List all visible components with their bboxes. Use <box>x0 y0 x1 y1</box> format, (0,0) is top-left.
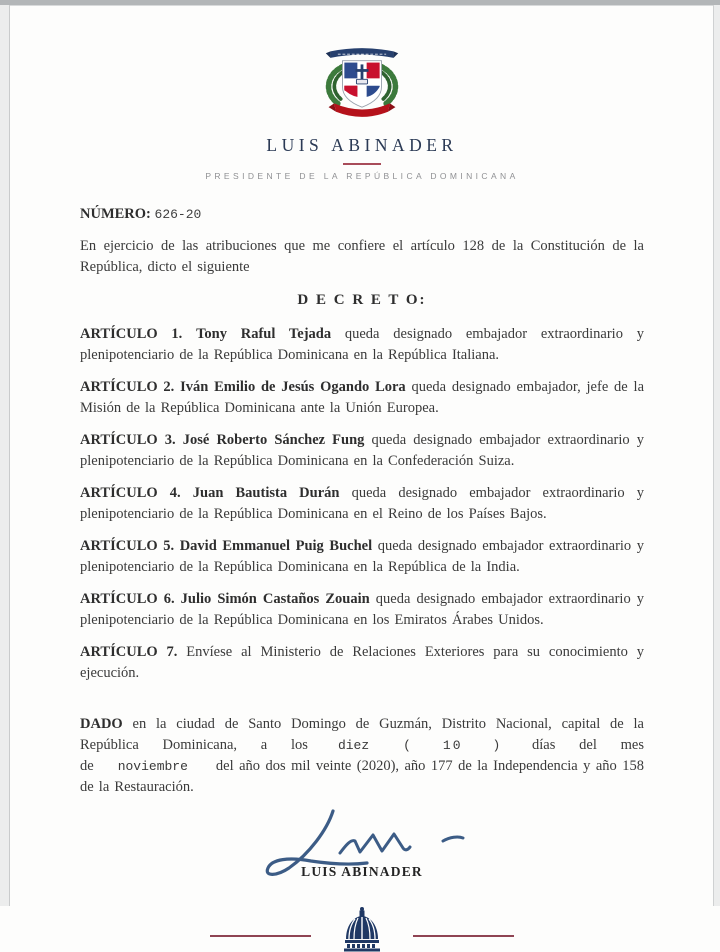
dado-label: DADO <box>80 716 123 732</box>
article-5 <box>80 536 644 578</box>
dado-text3: del año dos mil veinte (2020), año 177 de la Independencia y año 158 de la Restauración. <box>80 758 644 795</box>
article-7-text: Envíese al Ministerio de Relaciones Exteriores para su conocimiento y ejecución. <box>80 644 644 681</box>
dado-month: noviembre <box>117 759 188 774</box>
decree-number-label: NÚMERO: <box>80 206 151 222</box>
dado-text2: días del mes de <box>80 737 644 774</box>
article-4-name: Juan Bautista Durán <box>192 485 340 501</box>
article-4-label: ARTÍCULO 4. <box>80 485 181 501</box>
article-7-label: ARTÍCULO 7. <box>80 644 178 660</box>
signature-block <box>232 806 492 880</box>
article-3-name: José Roberto Sánchez Fung <box>182 432 365 448</box>
article-5-label: ARTÍCULO 5. <box>80 538 175 554</box>
decree-page <box>10 6 713 906</box>
decree-number-value: 626-20 <box>154 207 202 222</box>
decree-number-line <box>80 206 644 223</box>
national-palace-dome-icon <box>341 906 383 952</box>
photo-edge-left <box>0 5 10 906</box>
article-6 <box>80 589 644 631</box>
article-7 <box>80 642 644 684</box>
dado-day-word: diez <box>337 738 370 753</box>
dado-day-number: ( 10 ) <box>403 738 503 753</box>
article-6-label: ARTÍCULO 6. <box>80 591 175 607</box>
article-2-text: queda designado embajador, jefe de la Misión de la República Dominicana ante la Unión Europea. <box>80 379 644 416</box>
article-1-name: Tony Raful Tejada <box>196 326 332 342</box>
photo-edge-top <box>0 0 720 6</box>
article-1 <box>80 324 644 366</box>
photo-edge-right <box>713 5 720 906</box>
dominican-coat-of-arms-icon <box>310 44 414 122</box>
letterhead <box>80 44 644 181</box>
article-4-text: queda designado embajador extraordinario y plenipotenciario de la República Dominicana en el Reino de los Países Bajos. <box>80 485 645 522</box>
article-6-name: Julio Simón Castaños Zouain <box>180 591 370 607</box>
article-3-text: queda designado embajador extraordinario y plenipotenciario de la República Dominicana en la Confederación Suiza. <box>80 432 645 469</box>
dado-paragraph <box>80 714 644 798</box>
article-2-label: ARTÍCULO 2. <box>80 379 175 395</box>
decree-heading: D E C R E T O: <box>297 292 427 308</box>
article-3-label: ARTÍCULO 3. <box>80 432 176 448</box>
footer-line-right <box>413 935 514 937</box>
article-1-label: ARTÍCULO 1. <box>80 326 183 342</box>
article-6-text: queda designado embajador extraordinario y plenipotenciario de la República Dominicana en los Emiratos Árabes Unidos. <box>80 591 645 628</box>
president-title: PRESIDENTE DE LA REPÚBLICA DOMINICANA <box>205 171 519 181</box>
article-2 <box>80 377 644 419</box>
president-name: LUIS ABINADER <box>266 135 458 155</box>
header-divider <box>343 163 381 165</box>
footer-line-left <box>210 935 311 937</box>
article-3 <box>80 430 644 472</box>
intro-paragraph: En ejercicio de las atribuciones que me confiere el artículo 128 de la Constitución de la República, dicto el siguiente <box>80 238 644 275</box>
article-2-name: Iván Emilio de Jesús Ogando Lora <box>180 379 406 395</box>
article-1-text: queda designado embajador extraordinario y plenipotenciario de la República Dominicana en la República Italiana. <box>80 326 644 363</box>
dado-text1: en la ciudad de Santo Domingo de Guzmán, Distrito Nacional, capital de la República Dominicana, a los <box>80 716 644 753</box>
article-5-name: David Emmanuel Puig Buchel <box>179 538 373 554</box>
article-5-text: queda designado embajador extraordinario y plenipotenciario de la República Dominicana en la República de la India. <box>80 538 645 575</box>
footer-ornament <box>80 906 644 952</box>
article-4 <box>80 483 644 525</box>
signatory-name: LUIS ABINADER <box>301 864 423 879</box>
